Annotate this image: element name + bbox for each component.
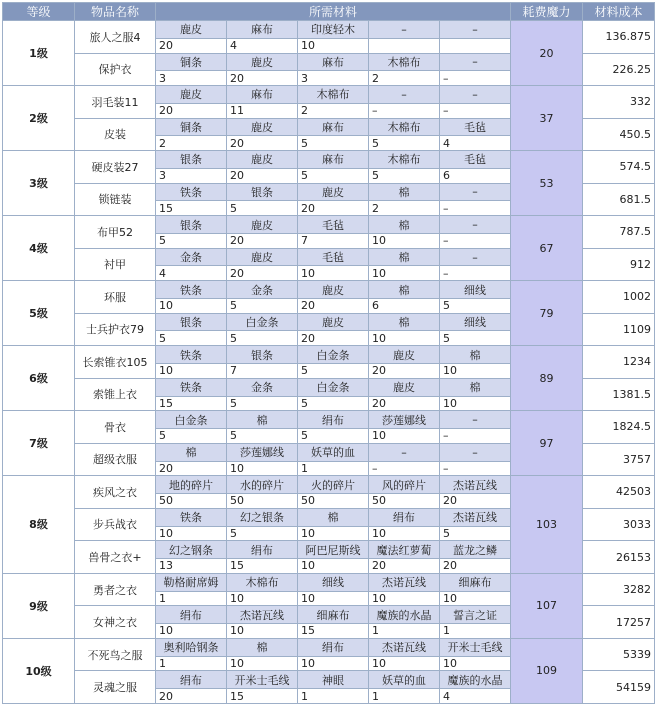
material-qty: 2 [369, 71, 440, 86]
material-name: 魔族的水晶 [440, 671, 511, 689]
material-qty: 10 [156, 624, 227, 639]
item-name: 疾风之衣 [75, 476, 156, 509]
table-row [3, 638, 655, 656]
material-qty: 1 [156, 656, 227, 671]
level-cell: 6级 [3, 346, 75, 411]
material-qty: 10 [440, 363, 511, 378]
item-name: 索锥上衣 [75, 378, 156, 411]
material-name: 铜条 [156, 53, 227, 71]
material-name: 金条 [227, 281, 298, 299]
header-material-cost: 材料成本 [583, 3, 655, 21]
material-qty: – [369, 103, 440, 118]
material-name: 毛毡 [440, 118, 511, 136]
material-qty: 20 [227, 266, 298, 281]
item-name: 骨衣 [75, 411, 156, 444]
material-name: 魔法红萝蔔 [369, 541, 440, 559]
level-cell: 7级 [3, 411, 75, 476]
material-qty: 20 [156, 461, 227, 476]
material-name: – [369, 21, 440, 39]
material-name: 蓝龙之鳞 [440, 541, 511, 559]
material-qty: 13 [156, 559, 227, 574]
material-name: 绢布 [156, 671, 227, 689]
material-qty: 10 [440, 396, 511, 411]
table-row [3, 21, 655, 39]
material-qty: 5 [298, 396, 369, 411]
material-qty: 6 [369, 298, 440, 313]
material-qty: 1 [298, 461, 369, 476]
material-cost: 332 [583, 86, 655, 119]
mana-cost: 37 [511, 86, 583, 151]
material-name: 绢布 [369, 508, 440, 526]
material-cost: 574.5 [583, 151, 655, 184]
material-name: 棉 [440, 346, 511, 364]
material-name: 棉 [227, 638, 298, 656]
material-qty: 10 [369, 591, 440, 606]
material-qty [369, 38, 440, 53]
level-cell: 3级 [3, 151, 75, 216]
material-qty: 10 [298, 38, 369, 53]
material-name: 鹿皮 [369, 346, 440, 364]
material-name: 细线 [440, 281, 511, 299]
header-item-name: 物品名称 [75, 3, 156, 21]
material-qty: 4 [440, 689, 511, 704]
item-name: 保护衣 [75, 53, 156, 86]
material-cost: 1002 [583, 281, 655, 314]
header-materials: 所需材料 [156, 3, 511, 21]
material-name: 细线 [440, 313, 511, 331]
material-name: 印度轻木 [298, 21, 369, 39]
material-name: 银条 [156, 313, 227, 331]
material-qty: 20 [369, 396, 440, 411]
material-qty: 6 [440, 168, 511, 183]
material-qty: 5 [227, 201, 298, 216]
material-name: 杰诺瓦线 [440, 476, 511, 494]
material-qty: 10 [156, 298, 227, 313]
material-name: 铜条 [156, 118, 227, 136]
material-qty: 10 [298, 591, 369, 606]
material-name: 铁条 [156, 281, 227, 299]
material-qty: 10 [227, 656, 298, 671]
material-name: 银条 [227, 183, 298, 201]
material-name: 铁条 [156, 508, 227, 526]
table-row [3, 476, 655, 494]
material-qty: 5 [369, 136, 440, 151]
material-name: 鹿皮 [156, 21, 227, 39]
material-name: 妖草的血 [369, 671, 440, 689]
material-qty: 20 [227, 71, 298, 86]
material-qty: 50 [369, 494, 440, 509]
material-qty: 20 [156, 103, 227, 118]
material-cost: 54159 [583, 671, 655, 704]
level-cell: 5级 [3, 281, 75, 346]
material-qty: 15 [227, 689, 298, 704]
item-name: 勇者之衣 [75, 573, 156, 606]
material-name: 毛毡 [440, 151, 511, 169]
material-qty: 1 [440, 624, 511, 639]
material-name: 妖草的血 [298, 443, 369, 461]
material-qty: 5 [227, 526, 298, 541]
material-name: 木棉布 [298, 86, 369, 104]
table-row [3, 86, 655, 104]
level-cell: 1级 [3, 21, 75, 86]
mana-cost: 79 [511, 281, 583, 346]
material-qty: 20 [298, 201, 369, 216]
material-name: 白金条 [156, 411, 227, 429]
material-name: 绢布 [227, 541, 298, 559]
material-name: – [440, 411, 511, 429]
material-name: 鹿皮 [156, 86, 227, 104]
material-qty: 10 [298, 266, 369, 281]
material-qty: 15 [298, 624, 369, 639]
material-qty: 50 [156, 494, 227, 509]
material-name: 棉 [227, 411, 298, 429]
material-qty: 50 [227, 494, 298, 509]
material-name: 银条 [156, 151, 227, 169]
material-name: 杰诺瓦线 [440, 508, 511, 526]
material-qty: 20 [227, 136, 298, 151]
material-qty: 10 [440, 656, 511, 671]
materials-table [2, 2, 655, 704]
material-cost: 787.5 [583, 216, 655, 249]
material-name: 棉 [156, 443, 227, 461]
item-name: 长索锥衣105 [75, 346, 156, 379]
material-qty: 50 [298, 494, 369, 509]
material-qty: 10 [227, 591, 298, 606]
material-name: 鹿皮 [227, 53, 298, 71]
material-qty: 10 [298, 526, 369, 541]
material-name: 鹿皮 [227, 216, 298, 234]
material-qty: 7 [227, 363, 298, 378]
material-qty: 10 [369, 331, 440, 346]
material-name: – [440, 248, 511, 266]
item-name: 步兵战衣 [75, 508, 156, 541]
material-qty: 10 [369, 526, 440, 541]
material-name: 鹿皮 [369, 378, 440, 396]
mana-cost: 107 [511, 573, 583, 638]
material-qty: – [440, 233, 511, 248]
material-qty: 10 [440, 591, 511, 606]
material-qty: 7 [298, 233, 369, 248]
material-name: 魔族的水晶 [369, 606, 440, 624]
material-name: – [440, 53, 511, 71]
material-name: 绢布 [298, 411, 369, 429]
material-cost: 1109 [583, 313, 655, 346]
material-name: 绢布 [298, 638, 369, 656]
material-qty: 10 [227, 461, 298, 476]
material-qty: 4 [227, 38, 298, 53]
level-cell: 4级 [3, 216, 75, 281]
material-qty: 5 [369, 168, 440, 183]
material-qty: 3 [156, 168, 227, 183]
material-qty: 20 [440, 559, 511, 574]
material-name: 莎莲娜线 [369, 411, 440, 429]
item-name: 皮装 [75, 118, 156, 151]
material-name: – [440, 183, 511, 201]
material-qty: 1 [156, 591, 227, 606]
table-body [3, 21, 655, 704]
material-cost: 26153 [583, 541, 655, 574]
material-name: 白金条 [227, 313, 298, 331]
material-qty: – [440, 201, 511, 216]
material-cost: 912 [583, 248, 655, 281]
material-qty: 10 [369, 266, 440, 281]
material-name: 细麻布 [298, 606, 369, 624]
material-name: 幻之银条 [227, 508, 298, 526]
material-name: 银条 [156, 216, 227, 234]
material-qty: 5 [227, 396, 298, 411]
material-qty: 3 [298, 71, 369, 86]
material-name: 水的碎片 [227, 476, 298, 494]
material-qty: – [440, 429, 511, 444]
material-name: 鹿皮 [298, 313, 369, 331]
material-qty: 1 [298, 689, 369, 704]
material-qty: – [440, 103, 511, 118]
material-qty: 3 [156, 71, 227, 86]
material-cost: 3033 [583, 508, 655, 541]
material-qty: – [440, 266, 511, 281]
material-qty: 20 [369, 363, 440, 378]
material-qty: 5 [227, 298, 298, 313]
mana-cost: 89 [511, 346, 583, 411]
material-name: 棉 [298, 508, 369, 526]
material-name: 奥利哈钢条 [156, 638, 227, 656]
material-name: 木棉布 [369, 151, 440, 169]
material-name: 麻布 [298, 118, 369, 136]
material-qty: 10 [369, 429, 440, 444]
material-name: 木棉布 [369, 118, 440, 136]
table-row [3, 216, 655, 234]
material-qty: 5 [227, 331, 298, 346]
item-name: 灵魂之服 [75, 671, 156, 704]
material-qty: 5 [440, 526, 511, 541]
material-name: 杰诺瓦线 [369, 573, 440, 591]
material-name: 杰诺瓦线 [369, 638, 440, 656]
material-qty: 5 [298, 363, 369, 378]
material-name: 棉 [369, 216, 440, 234]
material-name: 勒格耐席姆 [156, 573, 227, 591]
material-qty: 4 [440, 136, 511, 151]
material-qty: 10 [298, 559, 369, 574]
material-name: 铁条 [156, 346, 227, 364]
material-name: – [440, 86, 511, 104]
material-qty: 1 [369, 624, 440, 639]
material-name: 细线 [298, 573, 369, 591]
material-cost: 1824.5 [583, 411, 655, 444]
mana-cost: 67 [511, 216, 583, 281]
material-name: 麻布 [298, 53, 369, 71]
mana-cost: 53 [511, 151, 583, 216]
material-qty: 5 [156, 331, 227, 346]
header-mana-cost: 耗费魔力 [511, 3, 583, 21]
material-qty: 5 [298, 429, 369, 444]
item-name: 女神之衣 [75, 606, 156, 639]
material-name: 幻之钢条 [156, 541, 227, 559]
material-qty: 10 [227, 624, 298, 639]
item-name: 环服 [75, 281, 156, 314]
material-name: 开米士毛线 [227, 671, 298, 689]
material-qty: 20 [156, 689, 227, 704]
mana-cost: 103 [511, 476, 583, 574]
material-name: – [440, 443, 511, 461]
material-name: 麻布 [298, 151, 369, 169]
material-qty: 10 [298, 656, 369, 671]
material-qty: 20 [227, 233, 298, 248]
material-name: 麻布 [227, 86, 298, 104]
material-name: 鹿皮 [298, 281, 369, 299]
material-name: 杰诺瓦线 [227, 606, 298, 624]
material-name: 棉 [369, 313, 440, 331]
item-name: 旅人之服4 [75, 21, 156, 54]
item-name: 锁链装 [75, 183, 156, 216]
material-cost: 1381.5 [583, 378, 655, 411]
item-name: 衬甲 [75, 248, 156, 281]
material-qty: 5 [298, 168, 369, 183]
level-cell: 8级 [3, 476, 75, 574]
material-name: 金条 [227, 378, 298, 396]
material-qty: 5 [156, 429, 227, 444]
material-qty: 5 [440, 298, 511, 313]
material-name: 棉 [369, 281, 440, 299]
material-name: 鹿皮 [227, 118, 298, 136]
material-qty: – [440, 461, 511, 476]
material-qty [440, 38, 511, 53]
material-qty: 15 [156, 396, 227, 411]
table-row [3, 411, 655, 429]
material-cost: 136.875 [583, 21, 655, 54]
material-qty: 20 [298, 298, 369, 313]
material-qty: 20 [440, 494, 511, 509]
material-name: 鹿皮 [227, 248, 298, 266]
level-cell: 10级 [3, 638, 75, 703]
mana-cost: 97 [511, 411, 583, 476]
material-qty: 1 [369, 689, 440, 704]
material-cost: 1234 [583, 346, 655, 379]
material-name: 棉 [369, 248, 440, 266]
header-row [3, 3, 655, 21]
item-name: 兽骨之衣+ [75, 541, 156, 574]
material-qty: 20 [298, 331, 369, 346]
material-qty: 5 [298, 136, 369, 151]
level-cell: 9级 [3, 573, 75, 638]
material-name: 神眼 [298, 671, 369, 689]
material-qty: 5 [440, 331, 511, 346]
material-name: – [369, 86, 440, 104]
material-qty: 20 [369, 559, 440, 574]
material-name: – [440, 21, 511, 39]
item-name: 士兵护衣79 [75, 313, 156, 346]
material-qty: 15 [156, 201, 227, 216]
material-qty: 11 [227, 103, 298, 118]
item-name: 硬皮装27 [75, 151, 156, 184]
material-name: 铁条 [156, 183, 227, 201]
material-cost: 5339 [583, 638, 655, 671]
material-name: 白金条 [298, 378, 369, 396]
material-name: 誓言之证 [440, 606, 511, 624]
level-cell: 2级 [3, 86, 75, 151]
material-name: 木棉布 [227, 573, 298, 591]
material-name: 风的碎片 [369, 476, 440, 494]
material-name: – [440, 216, 511, 234]
item-name: 羽毛装11 [75, 86, 156, 119]
material-name: 火的碎片 [298, 476, 369, 494]
material-cost: 17257 [583, 606, 655, 639]
material-qty: 5 [156, 233, 227, 248]
mana-cost: 20 [511, 21, 583, 86]
material-name: 鹿皮 [227, 151, 298, 169]
material-name: 开米士毛线 [440, 638, 511, 656]
material-cost: 681.5 [583, 183, 655, 216]
material-name: 麻布 [227, 21, 298, 39]
mana-cost: 109 [511, 638, 583, 703]
material-qty: 2 [298, 103, 369, 118]
material-qty: 10 [369, 233, 440, 248]
material-name: 白金条 [298, 346, 369, 364]
material-qty: 2 [369, 201, 440, 216]
material-name: 铁条 [156, 378, 227, 396]
material-qty: 5 [227, 429, 298, 444]
material-name: 棉 [440, 378, 511, 396]
material-qty: 2 [156, 136, 227, 151]
material-name: 鹿皮 [298, 183, 369, 201]
material-name: – [369, 443, 440, 461]
material-qty: 10 [369, 656, 440, 671]
table-row [3, 151, 655, 169]
material-cost: 42503 [583, 476, 655, 509]
material-qty: 15 [227, 559, 298, 574]
material-qty: – [440, 71, 511, 86]
table-row [3, 346, 655, 364]
material-qty: 4 [156, 266, 227, 281]
material-name: 绢布 [156, 606, 227, 624]
material-name: 棉 [369, 183, 440, 201]
material-cost: 3282 [583, 573, 655, 606]
material-name: 毛毡 [298, 216, 369, 234]
material-name: 莎莲娜线 [227, 443, 298, 461]
material-cost: 226.25 [583, 53, 655, 86]
material-qty: 10 [156, 526, 227, 541]
table-row [3, 573, 655, 591]
material-name: 木棉布 [369, 53, 440, 71]
table-row [3, 281, 655, 299]
material-name: 银条 [227, 346, 298, 364]
material-cost: 3757 [583, 443, 655, 476]
header-level: 等级 [3, 3, 75, 21]
material-qty: 10 [156, 363, 227, 378]
material-name: 阿巴尼斯线 [298, 541, 369, 559]
item-name: 布甲52 [75, 216, 156, 249]
material-name: 毛毡 [298, 248, 369, 266]
material-qty: 20 [227, 168, 298, 183]
material-cost: 450.5 [583, 118, 655, 151]
material-qty: 20 [156, 38, 227, 53]
material-name: 金条 [156, 248, 227, 266]
material-name: 地的碎片 [156, 476, 227, 494]
item-name: 不死鸟之服 [75, 638, 156, 671]
material-name: 细麻布 [440, 573, 511, 591]
material-qty: – [369, 461, 440, 476]
item-name: 超级衣服 [75, 443, 156, 476]
